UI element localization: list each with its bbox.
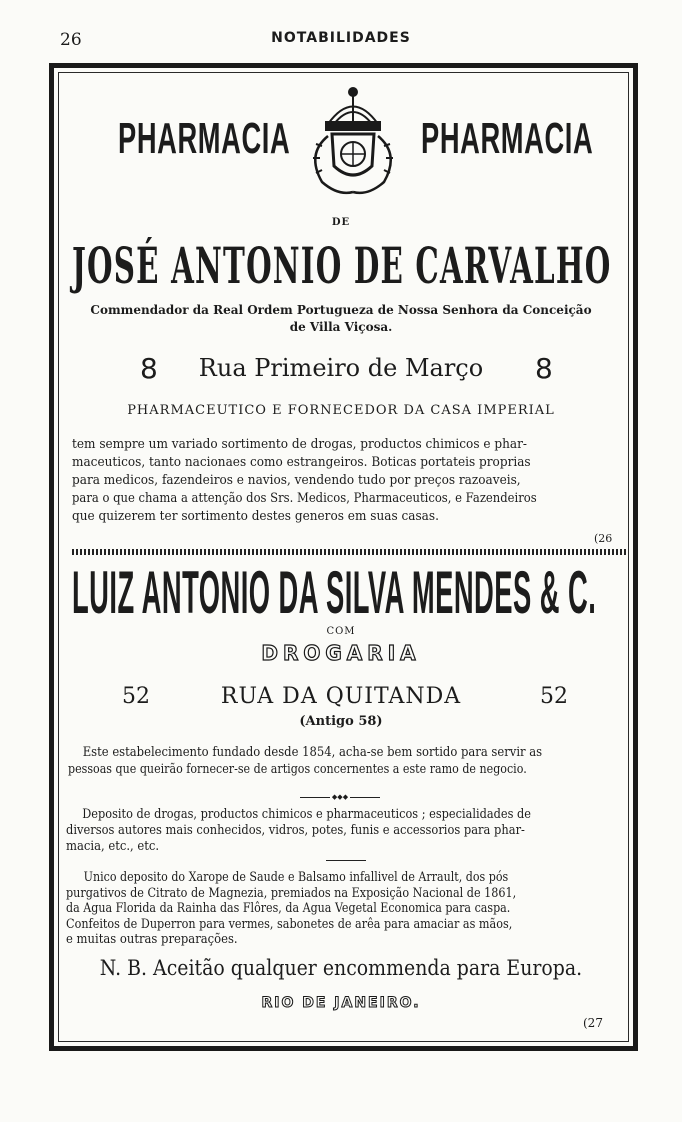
- proprietor-name: JOSÉ ANTONIO DE CARVALHO: [72, 236, 612, 295]
- page-number: 26: [60, 30, 82, 50]
- ornament-divider: ◆◆◆: [300, 794, 380, 800]
- paragraph-line: e muitas outras preparações.: [66, 931, 238, 946]
- proprietor-title-line2: de Villa Viçosa.: [289, 320, 393, 334]
- paragraph-line: macia, etc., etc.: [66, 838, 160, 853]
- establishment-paragraph: [68, 743, 589, 777]
- unique-deposit-paragraph: [66, 869, 572, 947]
- imperial-crest-emblem: [298, 84, 408, 202]
- street-number-right: 52: [540, 684, 568, 709]
- street-number-left: 52: [122, 684, 150, 709]
- description-line: que quizerem ter sortimento destes generos em suas casas.: [72, 508, 439, 523]
- paragraph-line: Deposito de drogas, productos chimicos e pharmaceuticos ; especialidades de: [82, 806, 531, 821]
- proprietor-title-line1: Commendador da Real Ordem Portugueza de Nossa Senhora da Conceição: [90, 303, 592, 317]
- role-line: PHARMACEUTICO E FORNECEDOR DA CASA IMPERIAL: [127, 403, 555, 418]
- paragraph-line: Este estabelecimento fundado desde 1854, acha-se bem sortido para servir as: [82, 744, 543, 759]
- address-number-left: 8: [140, 352, 158, 385]
- pharmacia-right-heading: PHARMACIA: [421, 114, 594, 163]
- paragraph-line: purgativos de Citrato de Magnezia, premiados na Exposição Nacional de 1861,: [66, 884, 517, 900]
- de-label: DE: [331, 217, 351, 228]
- address-street: Rua Primeiro de Março: [198, 354, 484, 382]
- paragraph-line: pessoas que queirão fornecer-se de artigos concernentes a este ramo de negocio.: [68, 761, 527, 776]
- description-line: maceuticos, tanto nacionaes como estrangeiros. Boticas portateis proprias: [72, 454, 531, 469]
- pharmacia-left-heading: PHARMACIA: [118, 114, 291, 163]
- paragraph-line: Unico deposito do Xarope de Saude e Balsamo infallivel de Arrault, dos pós: [83, 869, 509, 884]
- description-line: para medicos, fazendeiros e navios, vendendo tudo por preços razoaveis,: [72, 472, 521, 487]
- short-rule: [326, 860, 366, 861]
- company-name: LUIZ ANTONIO DA SILVA MENDES & C.: [72, 559, 597, 626]
- description-line: para o que chama a attenção dos Srs. Medicos, Pharmaceuticos, e Fazendeiros: [72, 490, 537, 505]
- street-name: RUA DA QUITANDA: [220, 684, 462, 709]
- paragraph-line: da Agua Florida da Rainha das Flôres, da Agua Vegetal Economica para caspa.: [66, 900, 511, 915]
- paragraph-line: Confeitos de Duperron para vermes, sabonetes de arêa para amaciar as mãos,: [66, 915, 513, 931]
- ad2-reference-number: (27: [583, 1016, 603, 1030]
- deposit-paragraph: [66, 806, 583, 854]
- wavy-divider: [72, 549, 628, 555]
- city-line: RIO DE JANEIRO.: [261, 995, 421, 1011]
- running-title: NOTABILIDADES: [271, 30, 411, 46]
- antigo-note: (Antigo 58): [299, 714, 383, 729]
- paragraph-line: diversos autores mais conhecidos, vidros, potes, funis e accessorios para phar-: [66, 822, 525, 837]
- address-number-right: 8: [535, 352, 553, 385]
- pharmacy-description: [72, 435, 632, 525]
- drogaria-heading: DROGARIA: [261, 641, 421, 665]
- description-line: tem sempre um variado sortimento de drogas, productos chimicos e phar-: [72, 436, 527, 451]
- ad1-reference-number: (26: [594, 532, 613, 545]
- com-label: COM: [326, 626, 356, 637]
- nb-line: N. B. Aceitão qualquer encommenda para Europa.: [99, 956, 583, 980]
